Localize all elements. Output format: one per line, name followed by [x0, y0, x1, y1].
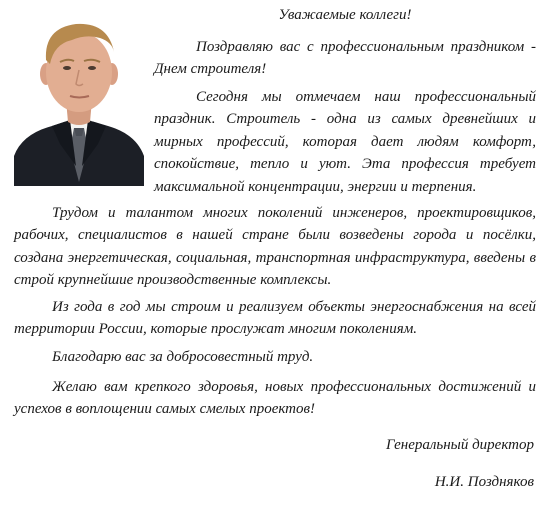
portrait-photo [14, 16, 144, 186]
paragraph-energy-objects: Из года в год мы строим и реализуем объекты энергоснабжения на всей территории России, которые прослужат многим поколениям. [14, 299, 536, 338]
paragraph-generations: Трудом и талантом многих поколений инженеров, проектировщиков, рабочих, специалистов в нашей стране были возведены города и посёлки, создана энергетическая, социальная, транспортная инфраструктура, введены в строй крупнейшие производственные комплексы. [14, 205, 536, 289]
paragraph-profession: Сегодня мы отмечаем наш профессиональный праздник. Строитель - одна из самых древнейших и мирных профессий, которая дает людям комфорт, спокойствие, тепло и уют. Эта профессия требует максимальной концентрации, энергии и терпения. [154, 89, 536, 195]
signature-name: Н.И. Поздняков [434, 474, 534, 490]
greeting-heading: Уважаемые коллеги! [278, 7, 412, 23]
paragraph-wishes: Желаю вам крепкого здоровья, новых профессиональных достижений и успехов в воплощении самых смелых проектов! [14, 379, 536, 418]
paragraph-gratitude: Благодарю вас за добросовестный труд. [52, 349, 314, 365]
portrait-icon [14, 16, 144, 186]
paragraph-congratulation: Поздравляю вас с профессиональным праздником - Днем строителя! [154, 39, 536, 78]
signature-title: Генеральный директор [386, 437, 534, 453]
